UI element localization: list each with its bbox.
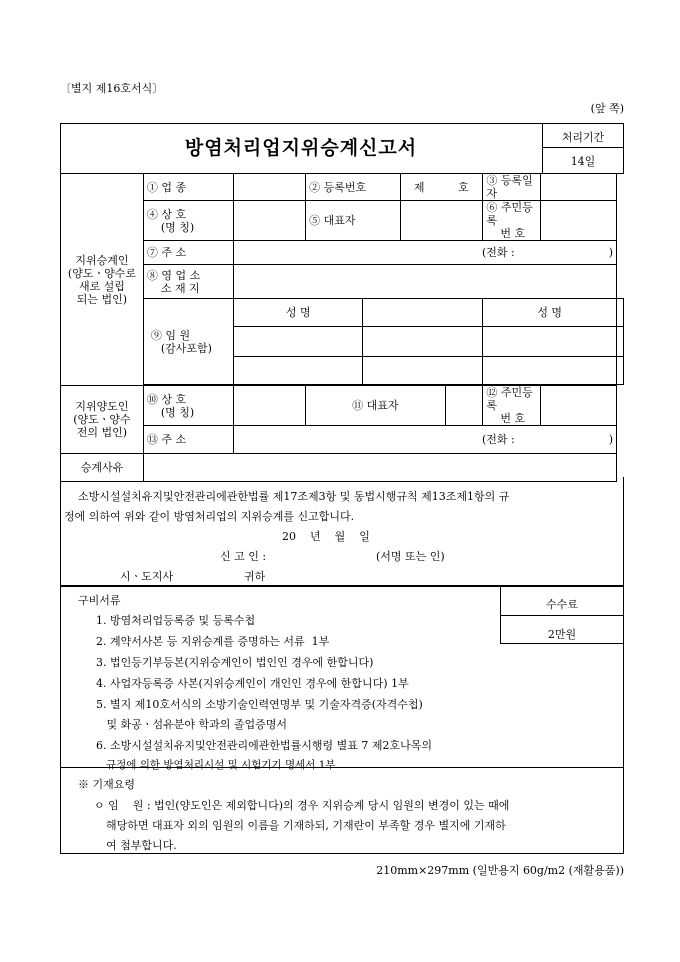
document-item: 4. 사업자등록증 사본(지위승계인이 개인인 경우에 한합니다) 1부 [96, 677, 409, 690]
processing-divider [542, 147, 624, 148]
resident-no-input[interactable] [540, 201, 616, 241]
declaration-date: 20 년 월 일 [282, 530, 370, 543]
document-item: 및 화공ㆍ섬유분야 학과의 졸업증명서 [96, 718, 287, 731]
reporter-label: 신 고 인 : [220, 550, 267, 563]
processing-value: 14일 [570, 155, 596, 168]
instructions-line-3: 여 첨부합니다. [106, 839, 177, 852]
officer-cell[interactable] [234, 327, 363, 357]
officer-cell[interactable] [363, 327, 483, 357]
reason-label: 승계사유 [61, 454, 144, 482]
resident-no-label: ⑥ 주민등록 번 호 [483, 201, 541, 241]
instructions-title: ※ 기재요령 [78, 778, 136, 791]
declaration-line-1: 소방시설설치유지및안전관리에관한법률 제17조제3항 및 동법시행규칙 제13조제1항의 규 [78, 490, 510, 503]
document-item: 2. 계약서사본 등 지위승계를 증명하는 서류 1부 [96, 635, 330, 648]
representative-input[interactable] [400, 201, 482, 241]
fee-divider [500, 615, 624, 616]
officer-cell[interactable] [617, 357, 624, 385]
transferor-resident-no-input[interactable] [540, 386, 616, 426]
officer-cell[interactable] [483, 357, 617, 385]
document-item: 5. 별지 제10호서식의 소방기술인력연명부 및 기술자격증(자격수첩) [96, 698, 423, 711]
document-item: 규정에 의한 방염처리시설 및 시험기기 명세서 1부 [96, 759, 336, 771]
form-grid [60, 173, 624, 482]
representative-label: ⑤ 대표자 [306, 201, 401, 241]
instructions-line-2: 해당하면 대표자 외의 임원의 이름을 기재하되, 기재란이 부족할 경우 별지에 기재하 [106, 819, 506, 832]
business-type-label: ① 업 종 [143, 174, 233, 201]
officer-cell[interactable] [363, 357, 483, 385]
instructions-line-1: ㅇ 임 원 : 법인(양도인은 제외합니다)의 경우 지위승계 당시 임원의 변경이 있는 때에 [94, 799, 510, 812]
officer-name-input-2[interactable] [617, 299, 624, 327]
document-item: 6. 소방시설설치유지및안전관리에관한법률시행령 별표 7 제2호나목의 [96, 739, 433, 752]
officer-name-header-2: 성 명 [483, 299, 617, 327]
document-item: 1. 방염처리업등록증 및 등록수첩 [96, 614, 256, 627]
transferor-trade-name-label: ⑩ 상 호 (명 칭) [143, 386, 233, 426]
documents-title: 구비서류 [78, 594, 121, 607]
business-location-input[interactable] [234, 265, 617, 299]
reg-date-label: ③ 등록일자 [483, 174, 541, 201]
form-title: 방염처리업지위승계신고서 [184, 137, 418, 159]
officer-cell[interactable] [234, 357, 363, 385]
transferor-representative-input[interactable] [445, 386, 483, 426]
page-side: (앞 쪽) [590, 102, 624, 115]
form-number: 〔별지 제16호서식〕 [60, 82, 164, 95]
reg-no-label: ② 등록번호 [306, 174, 401, 201]
declaration-line-2: 정에 의하여 위와 같이 방염처리업의 지위승계를 신고합니다. [64, 510, 355, 523]
successor-label: 지위승계인 (양도ㆍ양수로 새로 설립 되는 법인) [61, 174, 144, 386]
transferor-address-label: ⑬ 주 소 [143, 426, 233, 454]
transferor-resident-no-label: ⑫ 주민등록 번 호 [483, 386, 541, 426]
processing-label: 처리기간 [561, 131, 605, 144]
transferor-address-input[interactable]: (전화 : ) [234, 426, 617, 454]
officer-name-input-1[interactable] [363, 299, 483, 327]
address-input[interactable]: (전화 : ) [234, 241, 617, 265]
honorific: 귀하 [244, 570, 266, 583]
paper-spec: 210mm×297mm (일반용지 60g/m2 (재활용품)) [376, 864, 624, 877]
fee-value: 2만원 [547, 628, 577, 641]
signature-label: (서명 또는 인) [376, 550, 445, 563]
reg-date-input[interactable] [540, 174, 616, 201]
recipient: 시ㆍ도지사 [120, 570, 174, 583]
fee-label: 수수료 [546, 598, 578, 611]
transferor-label: 지위양도인 (양도ㆍ양수 전의 법인) [61, 386, 144, 454]
officer-cell[interactable] [483, 327, 617, 357]
transferor-representative-label: ⑪ 대표자 [306, 386, 446, 426]
trade-name-input[interactable] [234, 201, 306, 241]
business-type-input[interactable] [234, 174, 306, 201]
address-label: ⑦ 주 소 [143, 241, 233, 265]
reg-no-input[interactable]: 제 호 [400, 174, 482, 201]
business-location-label: ⑧ 영 업 소 소 재 지 [143, 265, 233, 299]
officer-name-header-1: 성 명 [234, 299, 363, 327]
trade-name-label: ④ 상 호 (명 칭) [143, 201, 233, 241]
officer-cell[interactable] [617, 327, 624, 357]
transferor-trade-name-input[interactable] [234, 386, 306, 426]
officers-label: ⑨ 임 원 (감사포함) [143, 299, 233, 385]
document-item: 3. 법인등기부등본(지위승계인이 법인인 경우에 한합니다) [96, 656, 374, 669]
